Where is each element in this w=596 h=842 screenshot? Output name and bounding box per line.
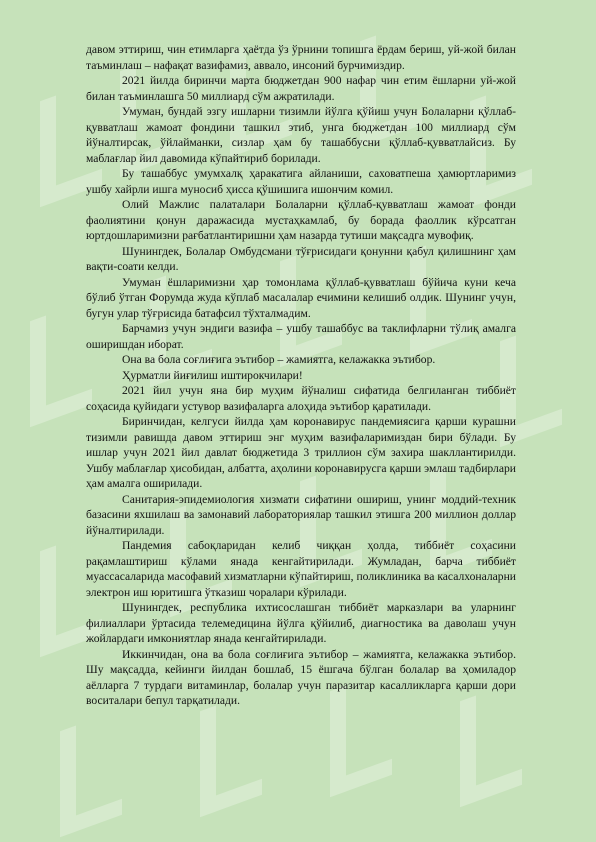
paragraph-7: Умуман ёшларимизни ҳар томонлама қўллаб-қувватлаш бўйича куни кеча бўлиб ўтган Форумда жуда кўплаб масалалар ечимини келишиб олдик. Шунинг учун, бугун улар тўғрисида батафсил тўхталмадим. [86,275,516,320]
paragraph-2: 2021 йилда биринчи марта бюджетдан 900 нафар чин етим ёшларни уй-жой билан таъминлашга 50 миллиард сўм ажратилади. [86,74,516,103]
paragraph-15: Шунингдек, республика ихтисослашган тиббиёт марказлари ва уларнинг филиаллари ўртасида телемедицина йўлга қўйилиб, диагностика ва даволаш учун жойлардаги имкониятлар янада кенгайтирилади. [86,601,516,645]
paragraph-1: давом эттириш, чин етимларга ҳаётда ўз ўрнини топишга ёрдам бериш, уй-жой билан таъминлаш – нафақат вазифамиз, аввало, инсоний бурчимиздир. [86,43,516,72]
paragraph-5: Олий Мажлис палаталари Болаларни қўллаб-қувватлаш жамоат фонди фаолиятини қонун даражасида мустаҳкамлаб, бу борада фаоллик кўрсатган юртдошларимизни рағбатлантиришни ҳам назарда тутиши мақсадга мувофиқ. [86,198,516,242]
paragraph-13: Санитария-эпидемиология хизмати сифатини ошириш, унинг моддий-техник базасини яхшилаш ва замонавий лабораториялар ташкил этишга 200 миллион доллар йўналтирилади. [86,492,516,537]
paragraph-4: Бу ташаббус умумхалқ ҳаракатига айланиши, саховатпеша ҳамюртларимиз ушбу хайрли ишга муносиб ҳисса қўшишига ишончим комил. [86,167,516,196]
paragraph-16: Иккинчидан, она ва бола соғлиғига эътибор – жамиятга, келажакка эътибор. Шу мақсадда, кейинги йилдан бошлаб, 15 ёшгача бўлган болалар ва ҳомиладор аёлларга 7 турдаги витаминлар, болалар учун паразитар касалликларга қарши дори воситалари бепул тарқатилади. [86,647,516,707]
paragraph-8: Барчамиз учун эндиги вазифа – ушбу ташаббус ва таклифларни тўлиқ амалга оширишдан иборат. [86,322,516,351]
paragraph-10: Ҳурматли йиғилиш иштирокчилари! [122,368,303,382]
paragraph-3: Умуман, бундай эзгу ишларни тизимли йўлга қўйиш учун Болаларни қўллаб-қувватлаш жамоат фондини ташкил этиб, унга бюджетдан 100 миллиард сўм йўналтирсак, ўйлайманки, сизлар ҳам бу ташаббусни қўллаб-қувватлайсиз. Бу маблағлар йил давомида кўпайтириб борилади. [86,105,516,165]
document-body [86,42,516,709]
paragraph-9: Она ва бола соғлиғига эътибор – жамиятга, келажакка эътибор. [122,353,436,366]
paragraph-11: 2021 йил учун яна бир муҳим йўналиш сифатида белгиланган тиббиёт соҳасида қуйидаги устувор вазифаларга алоҳида эътибор қаратилади. [86,384,516,413]
paragraph-6: Шунингдек, Болалар Омбудсмани тўғрисидаги қонунни қабул қилишнинг ҳам вақти-соати келди. [86,244,516,273]
paragraph-12: Биринчидан, келгуси йилда ҳам коронавирус пандемиясига қарши курашни тизимли равишда давом эттириш энг муҳим вазифаларимиздан бири бўлади. Бу ишлар учун 2021 йил давлат бюджетида 3 триллион сўм захира шакллантирилди. Ушбу маблағлар ҳисобидан, албатта, аҳолини коронавирусга қарши эмлаш тадбирлари ҳам амалга оширилади. [86,415,516,490]
paragraph-14: Пандемия сабоқларидан келиб чиққан ҳолда, тиббиёт соҳасини рақамлаштириш кўлами янада кенгайтирилади. Жумладан, барча тиббиёт муассасаларида масофавий хизматларни кўпайтириш, поликлиника ва касалхоналарни электрон иш юритишга ўтказиш чоралари кўрилади. [86,539,516,599]
